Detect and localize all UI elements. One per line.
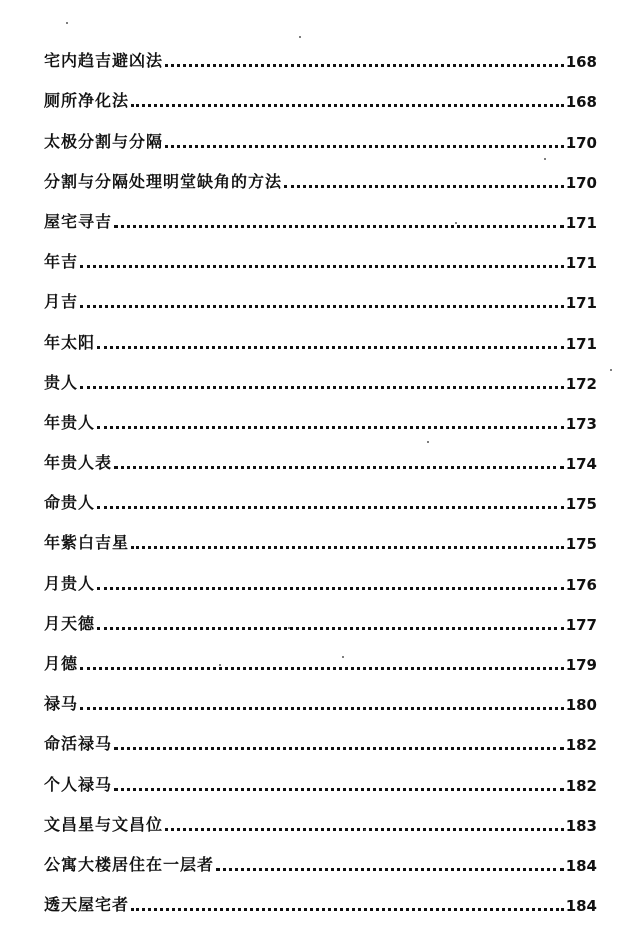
toc-entry[interactable]: [44, 594, 597, 634]
toc-entry-page: 174: [565, 455, 597, 474]
dot-leader: [216, 868, 564, 871]
scan-speck: [427, 441, 429, 443]
toc-entry[interactable]: [44, 513, 597, 553]
toc-entry-title: 月吉: [44, 292, 79, 312]
toc-entry-page: 173: [565, 414, 597, 433]
scan-speck: [364, 829, 366, 831]
dot-leader: [131, 546, 564, 549]
toc-entry-page: 182: [565, 776, 597, 795]
toc-entry-title: 个人禄马: [44, 774, 113, 794]
toc-entry-title: 禄马: [44, 694, 79, 714]
scan-speck: [610, 369, 612, 371]
toc-entry-page: 177: [565, 615, 597, 634]
scan-speck: [342, 656, 344, 658]
dot-leader: [131, 104, 564, 107]
toc-entry-title: 太极分割与分隔: [44, 131, 164, 151]
toc-entry-title: 命贵人: [44, 493, 96, 513]
dot-leader: [114, 466, 564, 469]
toc-entry[interactable]: [44, 31, 597, 71]
toc-entry[interactable]: [44, 312, 597, 352]
dot-leader: [165, 145, 564, 148]
toc-entry-page: 184: [565, 897, 597, 916]
toc-entry[interactable]: [44, 634, 597, 674]
scan-speck: [288, 627, 290, 629]
scan-speck: [66, 22, 68, 24]
toc-entry-title: 年太阳: [44, 332, 96, 352]
dot-leader: [114, 788, 564, 791]
toc-entry-page: 171: [565, 213, 597, 232]
toc-entry-page: 182: [565, 736, 597, 755]
toc-entry-page: 176: [565, 575, 597, 594]
toc-entry-title: 年贵人: [44, 412, 96, 432]
toc-entry-title: 宅内趋吉避凶法: [44, 51, 164, 71]
toc-entry-page: 171: [565, 254, 597, 273]
dot-leader: [80, 667, 564, 670]
toc-entry[interactable]: [44, 473, 597, 513]
dot-leader: [97, 627, 564, 630]
dot-leader: [97, 426, 564, 429]
toc-entry-page: 172: [565, 374, 597, 393]
toc-entry-title: 文昌星与文昌位: [44, 814, 164, 834]
toc-entry-title: 月德: [44, 654, 79, 673]
toc-entry[interactable]: [44, 192, 597, 232]
toc-entry-title: 月天德: [44, 613, 96, 633]
dot-leader: [131, 908, 564, 911]
toc-entry-title: 年贵人表: [44, 453, 113, 473]
toc-entry-title: 月贵人: [44, 573, 96, 593]
scan-speck: [544, 158, 546, 160]
toc-entry-page: 171: [565, 334, 597, 353]
toc-entry-page: 175: [565, 495, 597, 514]
toc-entry[interactable]: [44, 754, 597, 794]
table-of-contents: [44, 31, 597, 915]
toc-entry-title: 年吉: [44, 252, 79, 272]
toc-entry[interactable]: [44, 674, 597, 714]
toc-entry-page: 175: [565, 535, 597, 554]
toc-entry[interactable]: [44, 714, 597, 754]
toc-entry-page: 184: [565, 856, 597, 875]
toc-entry[interactable]: [44, 71, 597, 111]
toc-entry[interactable]: [44, 232, 597, 272]
toc-entry[interactable]: [44, 393, 597, 433]
dot-leader: [97, 506, 564, 509]
toc-entry[interactable]: [44, 875, 597, 915]
dot-leader: [114, 747, 564, 750]
toc-entry-title: 分割与分隔处理明堂缺角的方法: [44, 171, 283, 191]
dot-leader: [165, 64, 564, 67]
toc-entry-page: 170: [565, 133, 597, 152]
toc-entry-page: 168: [565, 53, 597, 72]
toc-entry-page: 183: [565, 816, 597, 835]
toc-entry-title: 屋宅寻吉: [44, 211, 113, 231]
toc-entry-page: 168: [565, 93, 597, 112]
toc-entry[interactable]: [44, 795, 597, 835]
toc-entry-title: 命活禄马: [44, 734, 113, 754]
toc-entry-title: 贵人: [44, 372, 79, 392]
dot-leader: [284, 185, 564, 188]
toc-entry[interactable]: [44, 835, 597, 875]
toc-entry-page: 180: [565, 696, 597, 715]
toc-entry[interactable]: [44, 272, 597, 312]
toc-entry-page: 179: [565, 656, 597, 674]
toc-entry-page: 170: [565, 173, 597, 192]
toc-entry[interactable]: [44, 152, 597, 192]
dot-leader: [80, 707, 564, 710]
scan-speck: [455, 222, 457, 224]
toc-entry-title: 厕所净化法: [44, 91, 130, 111]
toc-entry[interactable]: [44, 553, 597, 593]
scan-speck: [219, 664, 221, 666]
toc-entry-title: 公寓大楼居住在一层者: [44, 854, 215, 874]
scan-speck: [299, 36, 301, 38]
toc-entry-title: 透天屋宅者: [44, 895, 130, 915]
toc-entry[interactable]: [44, 353, 597, 393]
dot-leader: [80, 305, 564, 308]
toc-entry-title: 年紫白吉星: [44, 533, 130, 553]
dot-leader: [114, 225, 564, 228]
toc-entry[interactable]: [44, 433, 597, 473]
dot-leader: [80, 386, 564, 389]
dot-leader: [97, 346, 564, 349]
toc-entry[interactable]: [44, 111, 597, 151]
dot-leader: [80, 265, 564, 268]
dot-leader: [97, 587, 564, 590]
toc-entry-page: 171: [565, 294, 597, 313]
